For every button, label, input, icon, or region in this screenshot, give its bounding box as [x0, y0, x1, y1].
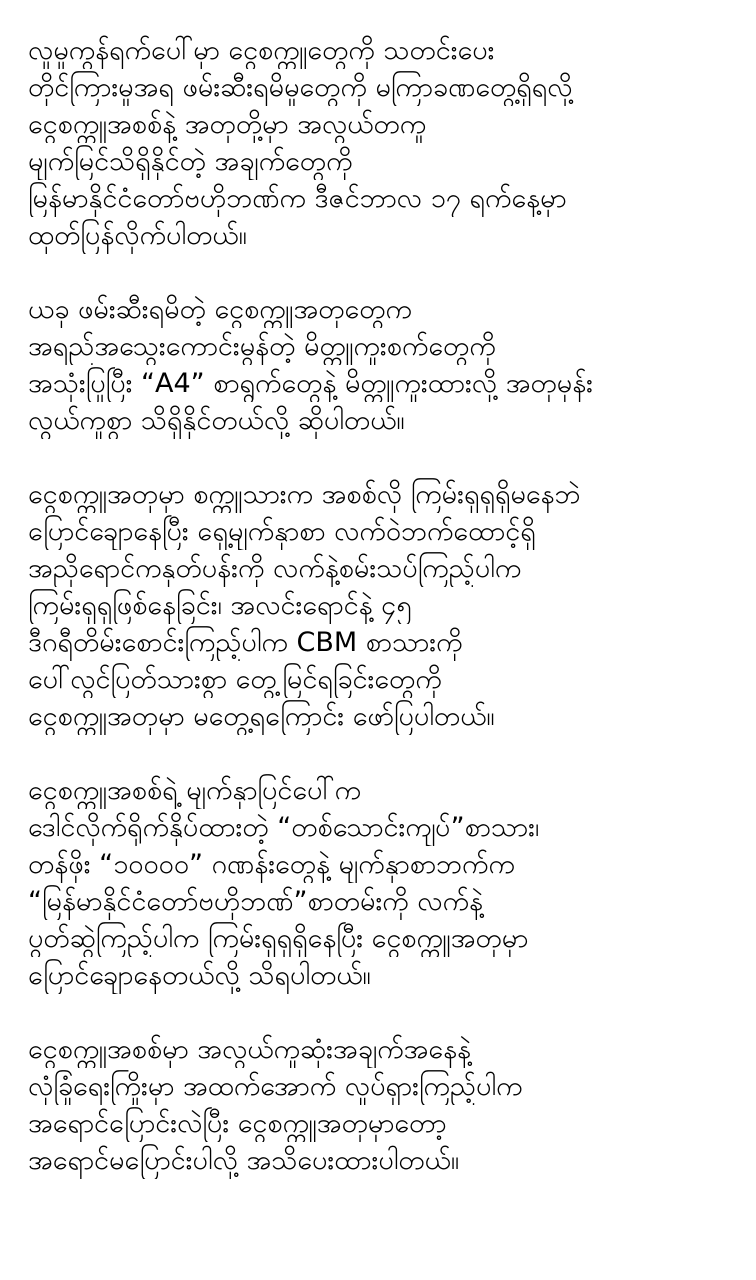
- paragraph-spacer: [28, 254, 746, 291]
- text-line: ပြောင်ချောနေတယ်လို့ သိရပါတယ်။: [28, 960, 371, 991]
- text-line: တန်ဖိုး “၁၀၀၀၀” ဂဏန်းတွေနဲ့ မျက်နှာစာဘက်က: [28, 849, 515, 880]
- text-line: ငွေစက္ကူအစစ်နဲ့ အတုတို့မှာ အလွယ်တကူ: [28, 109, 427, 140]
- text-line: ဒီဂရီတိမ်းစောင်းကြည့်ပါက CBM စာသားကို: [28, 627, 463, 658]
- text-line: ပေါ်လွင်ပြတ်သားစွာ တွေ့မြင်ရခြင်းတွေကို: [28, 664, 442, 695]
- text-line: အသုံးပြုပြီး “A4” စာရွက်တွေနဲ့ မိတ္တူကူးထားလို့ အတုမှန်း: [28, 368, 594, 399]
- text-line: တိုင်ကြားမှုအရ ဖမ်းဆီးရမိမှုတွေကို မကြာခဏတွေ့ရှိရလို့: [28, 72, 573, 103]
- text-line: လွယ်ကူစွာ သိရှိနိုင်တယ်လို့ ဆိုပါတယ်။: [28, 405, 405, 436]
- text-line: “မြန်မာနိုင်ငံတော်ဗဟိုဘဏ်”စာတမ်းကို လက်နဲ့: [28, 886, 484, 917]
- text-line: ဒေါင်လိုက်ရိုက်နှိပ်ထားတဲ့ “တစ်သောင်းကျပ်”စာသား၊: [28, 812, 540, 843]
- text-line: ငွေစက္ကူအတုမှာ စက္ကူသားက အစစ်လို ကြမ်းရှရှရှိမနေဘဲ: [28, 479, 581, 510]
- text-line: အညိုရောင်ကနုတ်ပန်းကို လက်နဲ့စမ်းသပ်ကြည့်ပါက: [28, 553, 522, 584]
- paragraph-announcement: [28, 32, 746, 254]
- paragraph-spacer: [28, 994, 746, 1031]
- text-line: အရည်အသွေးကောင်းမွန်တဲ့ မိတ္တူကူးစက်တွေကို: [28, 331, 496, 362]
- text-line: ပွတ်ဆွဲကြည့်ပါက ကြမ်းရှရှရှိနေပြီး ငွေစက္ကူအတုမှာ: [28, 923, 529, 954]
- text-line: လူမှုကွန်ရက်ပေါ်မှာ ငွေစက္ကူတွေကို သတင်းပေး: [28, 35, 495, 66]
- paragraph-spacer: [28, 735, 746, 772]
- text-line: ယခု ဖမ်းဆီးရမိတဲ့ ငွေစက္ကူအတုတွေက: [28, 294, 412, 325]
- text-line: ထုတ်ပြန်လိုက်ပါတယ်။: [28, 220, 247, 251]
- text-line: ကြမ်းရှရှဖြစ်နေခြင်း၊ အလင်းရောင်နဲ့ ၄၅: [28, 590, 412, 621]
- text-line: ငွေစက္ကူအစစ်ရဲ့ မျက်နှာပြင်ပေါ်က: [28, 775, 362, 806]
- paragraph-spacer: [28, 439, 746, 476]
- text-line: ငွေစက္ကူအတုမှာ မတွေ့ရကြောင်း ဖော်ပြပါတယ်။: [28, 701, 495, 732]
- text-line: ငွေစက္ကူအစစ်မှာ အလွယ်ကူဆုံးအချက်အနေနဲ့: [28, 1034, 472, 1065]
- text-line: ပြောင်ချောနေပြီး ရှေ့မျက်နှာစာ လက်ဝဲဘက်ထောင့်ရှိ: [28, 516, 536, 547]
- paragraph-security-thread: [28, 1031, 746, 1179]
- text-line: မျက်မြင်သိရှိနိုင်တဲ့ အချက်တွေကို: [28, 146, 353, 177]
- paragraph-copier-fakes: [28, 291, 746, 439]
- paragraph-raised-print: [28, 772, 746, 994]
- paragraph-texture-cbm: [28, 476, 746, 735]
- text-line: အရောင်မပြောင်းပါလို့ အသိပေးထားပါတယ်။: [28, 1145, 460, 1176]
- text-line: အရောင်ပြောင်းလဲပြီး ငွေစက္ကူအတုမှာတော့: [28, 1108, 447, 1139]
- text-line: မြန်မာနိုင်ငံတော်ဗဟိုဘဏ်က ဒီဇင်ဘာလ ၁၇ ရက်နေ့မှာ: [28, 183, 567, 214]
- text-line: လုံခြုံရေးကြိုးမှာ အထက်အောက် လှုပ်ရှားကြည့်ပါက: [28, 1071, 523, 1102]
